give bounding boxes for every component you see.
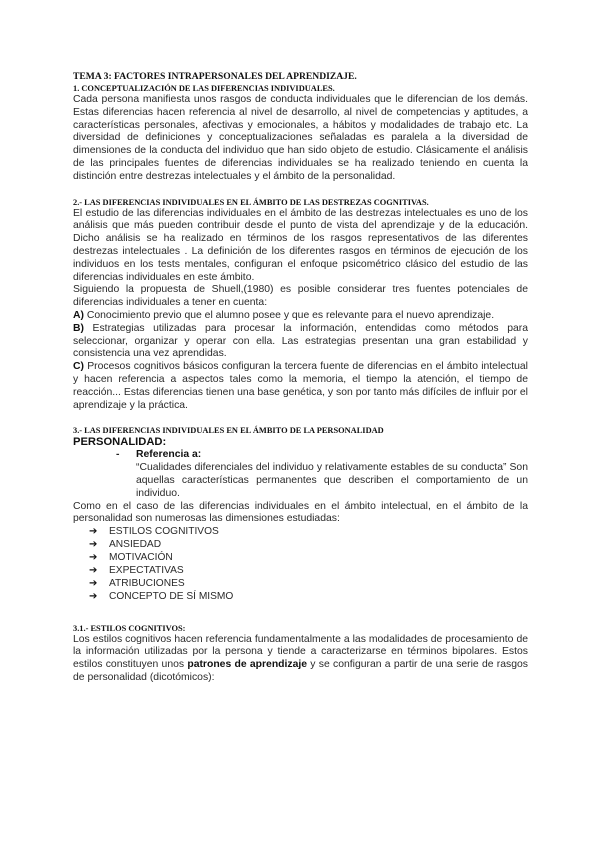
arrow-icon: ➔ (89, 564, 98, 576)
source-a (73, 310, 528, 323)
list-item: ➔ ESTILOS COGNITIVOS (89, 526, 219, 538)
arrow-icon: ➔ (89, 526, 98, 538)
referencia-block (116, 449, 528, 500)
source-b-label: B) (73, 322, 84, 334)
patrones-de-aprendizaje-bold: patrones de aprendizaje (187, 659, 308, 671)
list-item: ➔ ANSIEDAD (89, 539, 162, 551)
list-item: ➔ CONCEPTO DE SÍ MISMO (89, 590, 234, 602)
source-c-label: C) (73, 361, 84, 373)
section-3-heading: 3.- LAS DIFERENCIAS INDIVIDUALES EN EL ÁMBITO DE LA PERSONALIDAD (73, 426, 384, 436)
list-item: ➔ EXPECTATIVAS (89, 564, 184, 576)
section-2-paragraph-1: El estudio de las diferencias individuales en el ámbito de las destrezas intelectuales es uno de los análisis que más pueden contribuir desde el punto de vista del aprendizaje y de la educación. Dicho análisis se ha realizado en términos de los rasgos representativos de las diferentes destrezas intelectuales . La definición de los diferentes rasgos en términos de ejecución de los individuos en los tests mentales, configuran el enfoque psicométrico clásico del estudio de las diferencias individuales en este ámbito. (73, 207, 528, 283)
source-b (73, 323, 528, 361)
section-1-heading: 1. CONCEPTUALIZACIÓN DE LAS DIFERENCIAS INDIVIDUALES. (73, 84, 335, 93)
referencia-text: “Cualidades diferenciales del individuo y relativamente estables de su conducta” Son aquellas características permanentes que describen el comportamiento de un individuo. (136, 462, 528, 499)
source-c (73, 361, 528, 412)
list-item: ➔ ATRIBUCIONES (89, 577, 185, 589)
section-3-1-paragraph: Los estilos cognitivos hacen referencia fundamentalmente a las modalidades de procesamiento de la información utilizadas por la persona y tiende a caracterizarse en términos bipolares. Estos estilos constituyen unos patrones de aprendizaje y se configuran a partir de una serie de rasgos de personalidad (dicotómicos): (73, 633, 528, 683)
referencia-heading: Referencia a: (136, 449, 202, 461)
arrow-icon: ➔ (89, 539, 98, 551)
personalidad-heading: PERSONALIDAD: (73, 436, 167, 449)
bullet-dash: - (116, 449, 120, 461)
arrow-icon: ➔ (89, 590, 98, 602)
dimensions-list (73, 526, 528, 603)
source-c-text: Procesos cognitivos básicos configuran la tercera fuente de diferencias en el ámbito intelectual y hacen referencia a aspectos tales como la memoria, el tiempo la atención, el tiempo de reacción... Estas diferencias tienen una base genética, y son por tanto más difíciles de influir por el aprendizaje y la práctica. (73, 361, 528, 411)
section-3-1-heading: 3.1.- ESTILOS COGNITIVOS: (73, 623, 186, 633)
source-a-label: A) (73, 309, 84, 321)
document-title: TEMA 3: FACTORES INTRAPERSONALES DEL APRENDIZAJE. (73, 71, 357, 82)
arrow-icon: ➔ (89, 551, 98, 563)
section-3-paragraph: Como en el caso de las diferencias individuales en el ámbito intelectual, en el ámbito de la personalidad son numerosas las dimensiones estudiadas: (73, 500, 528, 525)
arrow-icon: ➔ (89, 577, 98, 589)
section-1-paragraph: Cada persona manifiesta unos rasgos de conducta individuales que le diferencian de los demás. Estas diferencias hacen referencia al nivel de desarrollo, al nivel de competencias y aptitudes, a características personales, afectivas y emocionales, a hábitos y modalidades de trabajo etc. La diversidad de definiciones y conceptualizaciones señaladas es paralela a la diversidad de dimensiones de la conducta del individuo que han sido objeto de estudio. Clásicamente el análisis de las principales fuentes de diferencias individuales se ha realizado teniendo en cuenta la distinción entre destrezas intelectuales y el ámbito de la personalidad. (73, 94, 528, 182)
section-2-paragraph-2: Siguiendo la propuesta de Shuell,(1980) es posible considerar tres fuentes potenciales de diferencias individuales a tener en cuenta: (73, 284, 528, 309)
section-2-heading: 2.- LAS DIFERENCIAS INDIVIDUALES EN EL ÁMBITO DE LAS DESTREZAS COGNITIVAS. (73, 197, 429, 207)
list-item: ➔ MOTIVACIÓN (89, 551, 173, 563)
document-page (73, 71, 528, 685)
source-b-text: Estrategias utilizadas para procesar la información, entendidas como métodos para seleccionar, organizar y operar con ella. Las estrategias presentan una gran estabilidad y consistencia una vez aprendidas. (73, 322, 528, 360)
source-a-text: Conocimiento previo que el alumno posee y que es relevante para el nuevo aprendizaje. (83, 309, 495, 321)
